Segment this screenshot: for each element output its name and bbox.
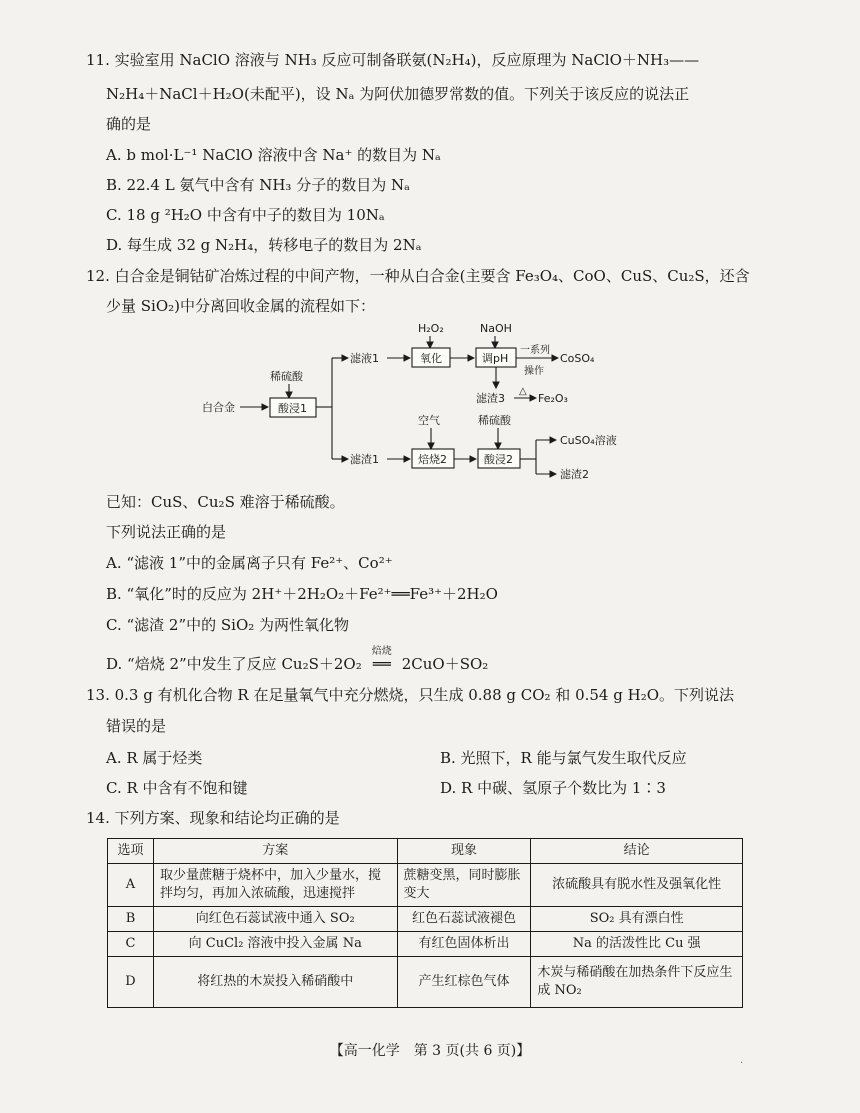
- table-header: 现象: [397, 839, 531, 864]
- flow-air-label: 空气: [418, 414, 440, 427]
- table-cell: Na 的活泼性比 Cu 强: [531, 932, 743, 957]
- table-cell: 向红色石蕊试液中通入 SO₂: [153, 907, 397, 932]
- flow-oxidize-label: 氧化: [420, 352, 442, 365]
- q12-question: 下列说法正确的是: [106, 523, 227, 541]
- q12-option-d-condition-arrow: 焙烧 ══: [362, 654, 402, 674]
- q13-line1: 13. 0.3 g 有机化合物 R 在足量氧气中充分燃烧，只生成 0.88 g CO₂ 和 0.54 g H₂O。下列说法: [86, 686, 735, 704]
- q11-option-b: B. 22.4 L 氨气中含有 NH₃ 分子的数目为 Nₐ: [106, 176, 410, 194]
- q11-option-a: A. b mol·L⁻¹ NaClO 溶液中含 Na⁺ 的数目为 Nₐ: [106, 146, 441, 164]
- flow-coso4-label: CoSO₄: [560, 352, 595, 365]
- table-header: 方案: [153, 839, 397, 864]
- flow-fe2o3-label: Fe₂O₃: [538, 392, 568, 405]
- q13-option-a: A. R 属于烃类: [106, 749, 203, 767]
- q12-line1: 12. 白合金是铜钴矿冶炼过程的中间产物，一种从白合金(主要含 Fe₃O₄、CoO、CuS、Cu₂S，还含: [86, 267, 750, 285]
- q13-option-c: C. R 中含有不饱和键: [106, 779, 248, 797]
- q13-option-d: D. R 中碳、氢原子个数比为 1∶3: [440, 779, 666, 797]
- q12-option-b: B. “氧化”时的反应为 2H⁺＋2H₂O₂＋Fe²⁺══Fe³⁺＋2H₂O: [106, 585, 498, 603]
- table-header-row: [108, 839, 743, 864]
- table-header: 结论: [531, 839, 743, 864]
- flow-acid1-label: 稀硫酸: [270, 370, 303, 383]
- q14-line1: 14. 下列方案、现象和结论均正确的是: [86, 809, 340, 827]
- q12-known: 已知：CuS、Cu₂S 难溶于稀硫酸。: [106, 493, 345, 511]
- table-cell: 有红色固体析出: [397, 932, 531, 957]
- flow-series-label: 一系列: [520, 345, 550, 356]
- q12-option-d-tail: 2CuO＋SO₂: [401, 655, 489, 673]
- flow-residue3-label: 滤渣3: [476, 392, 505, 405]
- q11-line3: 确的是: [106, 115, 152, 133]
- table-cell: D: [108, 957, 154, 1008]
- table-cell: 产生红棕色气体: [397, 957, 531, 1008]
- table-cell: C: [108, 932, 154, 957]
- flow-acid2-label: 稀硫酸: [478, 414, 511, 427]
- flow-residue1-label: 滤渣1: [350, 453, 379, 466]
- flow-residue2-label: 滤渣2: [560, 468, 589, 481]
- flow-naoh-label: NaOH: [480, 322, 512, 335]
- q14-table: [107, 838, 743, 1008]
- table-cell: A: [108, 864, 154, 907]
- table-cell: 向 CuCl₂ 溶液中投入金属 Na: [153, 932, 397, 957]
- table-cell: 蔗糖变黑，同时膨胀变大: [397, 864, 531, 907]
- table-row: [108, 907, 743, 932]
- flow-leach2-label: 酸浸2: [484, 453, 513, 466]
- table-cell: 浓硫酸具有脱水性及强氧化性: [531, 864, 743, 907]
- q12-option-d-text: D. “焙烧 2”中发生了反应 Cu₂S＋2O₂: [106, 655, 362, 673]
- flow-heat-symbol: △: [519, 386, 527, 397]
- q11-line1: 11. 实验室用 NaClO 溶液与 NH₃ 反应可制备联氨(N₂H₄)，反应原理为 NaClO＋NH₃——: [86, 51, 700, 69]
- q13-line2: 错误的是: [106, 717, 167, 735]
- flow-filtrate1-label: 滤液1: [350, 352, 379, 365]
- q11-line2: N₂H₄＋NaCl＋H₂O(未配平)，设 Nₐ 为阿伏加德罗常数的值。下列关于该反应的说法正: [106, 85, 690, 103]
- q12-line2: 少量 SiO₂)中分离回收金属的流程如下：: [106, 297, 376, 315]
- table-cell: SO₂ 具有漂白性: [531, 907, 743, 932]
- table-row: [108, 864, 743, 907]
- table-cell: 取少量蔗糖于烧杯中，加入少量水，搅拌均匀，再加入浓硫酸，迅速搅拌: [153, 864, 397, 907]
- flow-cuso4-label: CuSO₄溶液: [560, 434, 617, 447]
- table-row: [108, 932, 743, 957]
- table-header: 选项: [108, 839, 154, 864]
- q11-option-c: C. 18 g ²H₂O 中含有中子的数目为 10Nₐ: [106, 206, 385, 224]
- q11-option-d: D. 每生成 32 g N₂H₄，转移电子的数目为 2Nₐ: [106, 236, 422, 254]
- flow-roast2-label: 焙烧2: [418, 453, 447, 466]
- table-row: [108, 957, 743, 1008]
- q12-option-c: C. “滤渣 2”中的 SiO₂ 为两性氧化物: [106, 616, 350, 634]
- q13-option-b: B. 光照下，R 能与氯气发生取代反应: [440, 749, 687, 767]
- flow-adjust-ph-label: 调pH: [482, 352, 509, 365]
- table-cell: B: [108, 907, 154, 932]
- table-cell: 红色石蕊试液褪色: [397, 907, 531, 932]
- process-flow-diagram: [180, 318, 650, 498]
- page-footer: 【高一化学 第 3 页(共 6 页)】: [329, 1043, 531, 1059]
- flow-operation-label: 操作: [524, 366, 544, 377]
- flow-leach1-label: 酸浸1: [278, 402, 307, 415]
- table-cell: 将红热的木炭投入稀硝酸中: [153, 957, 397, 1008]
- corner-mark: ·: [740, 1058, 744, 1069]
- flow-start-label: 白合金: [202, 401, 235, 414]
- q12-option-a: A. “滤液 1”中的金属离子只有 Fe²⁺、Co²⁺: [106, 554, 393, 572]
- table-cell: 木炭与稀硝酸在加热条件下反应生成 NO₂: [531, 957, 743, 1008]
- flow-h2o2-label: H₂O₂: [418, 322, 444, 335]
- q12-option-d-condition: 焙烧: [371, 646, 392, 657]
- q12-option-d: [106, 646, 489, 674]
